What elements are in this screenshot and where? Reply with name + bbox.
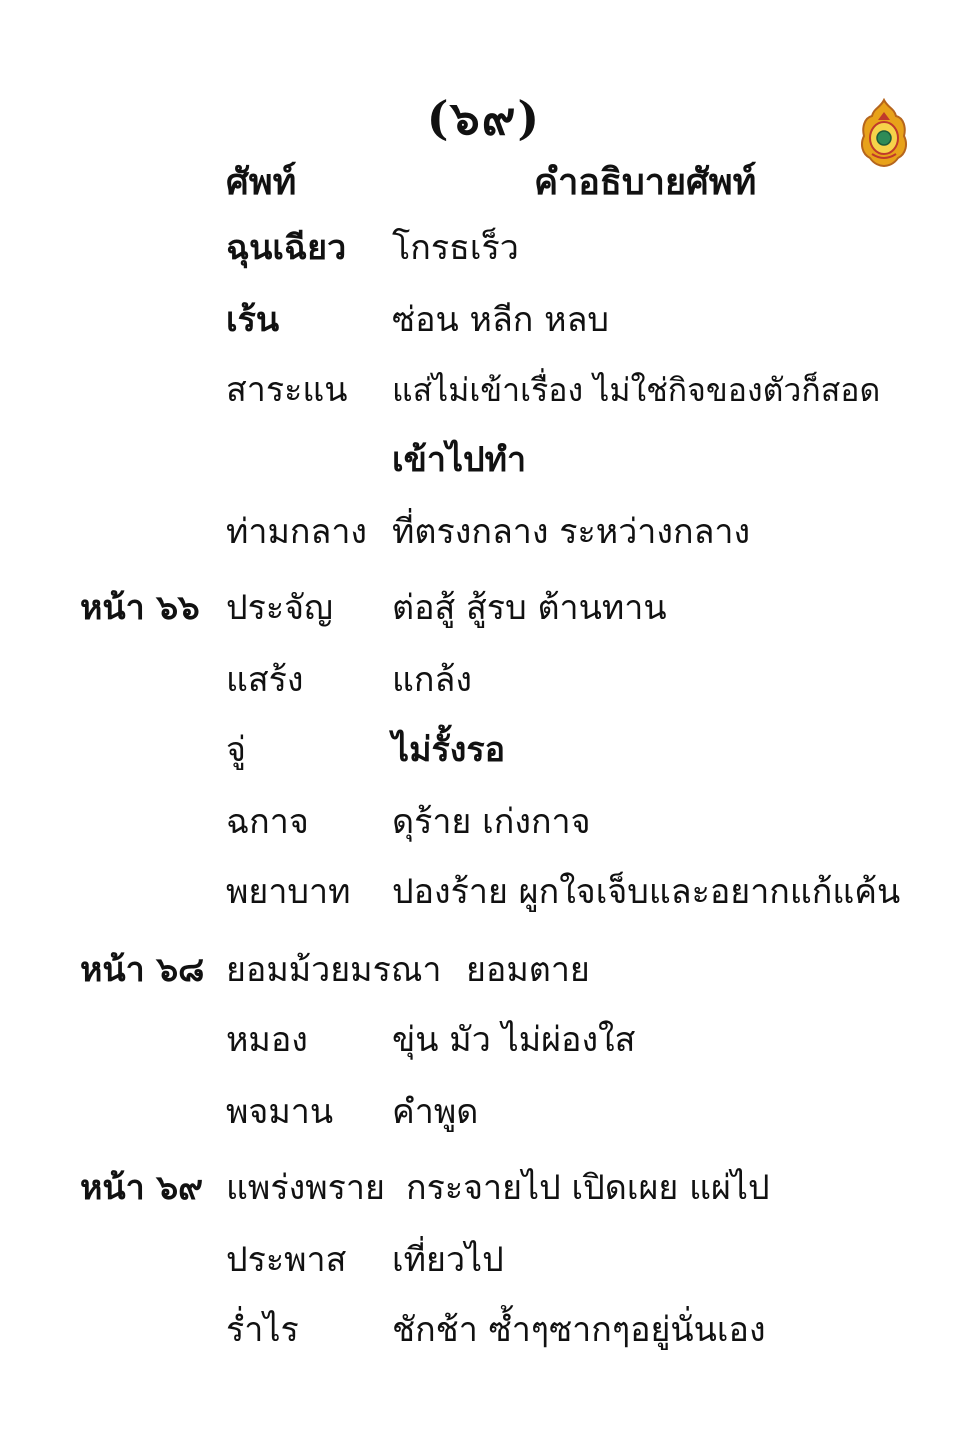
entry-term: สาระแน <box>226 370 348 410</box>
glossary-entry <box>0 1082 968 1142</box>
entry-definition: ที่ตรงกลาง ระหว่างกลาง <box>392 512 751 552</box>
page-number: (๖๙) <box>426 91 542 145</box>
entry-term: แสร้ง <box>226 660 304 700</box>
glossary-header <box>0 152 968 212</box>
entry-page-ref: หน้า ๖๙ <box>80 1168 204 1208</box>
glossary-entry-continuation <box>0 430 968 490</box>
term-column-heading: ศัพท์ <box>226 161 297 203</box>
definition-column-heading: คำอธิบายศัพท์ <box>534 161 757 203</box>
entry-definition: แกล้ง <box>392 660 472 700</box>
entry-term: จู่ <box>226 730 246 770</box>
entry-term: ฉุนเฉียว <box>226 228 347 268</box>
glossary-entry <box>0 360 968 420</box>
entry-definition: ชักช้า ซ้ำๆซากๆอยู่นั่นเอง <box>392 1310 766 1350</box>
glossary-entry <box>0 502 968 562</box>
glossary-entry <box>0 720 968 780</box>
entry-definition: กระจายไป เปิดเผย แผ่ไป <box>406 1168 770 1208</box>
glossary-entry <box>0 650 968 710</box>
entry-term: เร้น <box>226 300 280 340</box>
entry-term: ท่ามกลาง <box>226 512 368 552</box>
glossary-entry <box>0 1010 968 1070</box>
entry-term: แพร่งพราย <box>226 1168 385 1208</box>
entry-definition: เที่ยวไป <box>392 1240 504 1280</box>
glossary-entry <box>0 1230 968 1290</box>
entry-definition: โกรธเร็ว <box>392 228 519 268</box>
glossary-entry <box>0 218 968 278</box>
entry-definition: คำพูด <box>392 1092 479 1132</box>
entry-definition: เข้าไปทำ <box>392 440 527 480</box>
glossary-entry <box>0 1158 968 1218</box>
entry-definition: ดุร้าย เก่งกาจ <box>392 802 591 842</box>
entry-term: ร่ำไร <box>226 1310 299 1350</box>
entry-page-ref: หน้า ๖๖ <box>80 588 200 628</box>
entry-term: พยาบาท <box>226 872 351 912</box>
entry-term: หมอง <box>226 1020 308 1060</box>
entry-definition: ปองร้าย ผูกใจเจ็บและอยากแก้แค้น <box>392 872 901 912</box>
glossary-entry <box>0 290 968 350</box>
entry-term: ประพาส <box>226 1240 347 1280</box>
entry-page-ref: หน้า ๖๘ <box>80 950 205 990</box>
entry-definition: ขุ่น มัว ไม่ผ่องใส <box>392 1020 636 1060</box>
glossary-entry <box>0 862 968 922</box>
entry-definition: ต่อสู้ สู้รบ ต้านทาน <box>392 588 667 628</box>
entry-term: พจมาน <box>226 1092 334 1132</box>
entry-definition: แส่ไม่เข้าเรื่อง ไม่ใช่กิจของตัวก็สอด <box>392 371 881 409</box>
glossary-entry <box>0 792 968 852</box>
glossary-entry <box>0 940 968 1000</box>
entry-term: ฉกาจ <box>226 802 309 842</box>
entry-term: ยอมม้วยมรณา <box>226 950 442 990</box>
entry-term: ประจัญ <box>226 588 333 628</box>
entry-definition: ซ่อน หลีก หลบ <box>392 300 610 340</box>
entry-definition: ยอมตาย <box>466 950 590 990</box>
glossary-entry <box>0 578 968 638</box>
glossary-entry <box>0 1300 968 1360</box>
entry-definition: ไม่รั้งรอ <box>392 730 506 770</box>
